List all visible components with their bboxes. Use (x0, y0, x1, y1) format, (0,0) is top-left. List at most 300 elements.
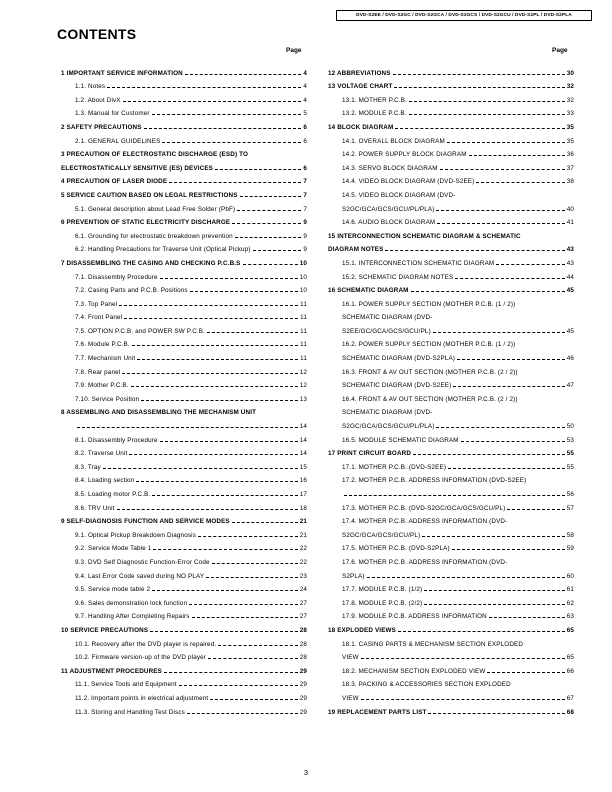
toc-entry-page: 10 (299, 259, 307, 267)
toc-entry[interactable] (328, 512, 574, 526)
toc-entry[interactable] (61, 253, 307, 267)
leader-dots (487, 672, 564, 673)
toc-entry-page: 10 (299, 287, 307, 295)
leader-dots (192, 617, 298, 618)
toc-entry-title: 13.2. MODULE P.C.B. (342, 110, 407, 118)
toc-entry[interactable] (61, 158, 307, 172)
toc-entry-page: 60 (566, 572, 574, 580)
toc-entry[interactable] (61, 471, 307, 485)
toc-entry[interactable] (328, 688, 574, 702)
toc-entry-page: 47 (566, 382, 574, 390)
toc-entry-page: 32 (566, 83, 574, 91)
toc-entry[interactable] (328, 281, 574, 295)
toc-entry[interactable] (328, 620, 574, 634)
toc-entry-title: S2EE/GC/GCA/GCS/GCU/PL) (342, 327, 431, 335)
toc-entry[interactable] (61, 294, 307, 308)
toc-entry-title: 7.1. Disassembly Procedure (75, 273, 158, 281)
toc-entry[interactable] (61, 580, 307, 594)
toc-entry[interactable] (61, 539, 307, 553)
toc-entry[interactable] (61, 552, 307, 566)
toc-entry[interactable] (61, 226, 307, 240)
toc-entry-page: 15 (299, 463, 307, 471)
toc-entry-page: 43 (566, 259, 574, 267)
toc-entry-title: VIEW (342, 654, 359, 662)
toc-entry[interactable] (61, 484, 307, 498)
toc-entry[interactable] (61, 185, 307, 199)
leader-dots (190, 291, 298, 292)
leader-dots (210, 699, 297, 700)
toc-entry[interactable] (61, 620, 307, 634)
toc-entry-page: 11 (300, 300, 307, 308)
toc-entry-page: 36 (566, 151, 574, 159)
toc-entry-title: SCHEMATIC DIAGRAM (DVD- (342, 409, 433, 417)
toc-entry[interactable] (328, 77, 574, 91)
toc-entry-title: 16.3. FRONT & AV OUT SECTION (MOTHER P.C.B. (2 / 2)) (342, 368, 518, 376)
leader-dots (124, 318, 298, 319)
toc-entry[interactable] (328, 185, 574, 199)
toc-entry-page: 18 (299, 504, 307, 512)
leader-dots (164, 672, 298, 673)
toc-entry[interactable] (61, 593, 307, 607)
toc-entry-page: 7 (303, 178, 307, 186)
toc-entry[interactable] (328, 308, 574, 322)
leader-dots (162, 142, 301, 143)
toc-entry-title: 14.2. POWER SUPPLY BLOCK DIAGRAM (342, 151, 467, 159)
toc-entry-page: 4 (303, 83, 307, 91)
toc-entry[interactable] (61, 702, 307, 716)
toc-entry[interactable] (328, 117, 574, 131)
toc-entry-page: 24 (299, 586, 307, 594)
leader-dots (243, 264, 298, 265)
toc-entry-title: 1.3. Manual for Customer (75, 110, 150, 118)
toc-entry[interactable] (328, 90, 574, 104)
toc-entry-page: 28 (299, 654, 307, 662)
toc-entry[interactable] (328, 484, 574, 498)
toc-entry-title: 7.3. Top Panel (75, 300, 118, 308)
toc-entry-page: 12 (299, 382, 307, 390)
toc-entry[interactable] (328, 63, 574, 77)
toc-entry[interactable] (328, 471, 574, 485)
toc-entry-title: 7.2. Casing Parts and P.C.B. Positions (75, 287, 188, 295)
toc-entry[interactable] (61, 348, 307, 362)
leader-dots (455, 278, 564, 279)
leader-dots (469, 155, 565, 156)
toc-entry-page: 41 (566, 219, 574, 227)
leader-dots (437, 223, 564, 224)
leader-dots (344, 495, 565, 496)
toc-entry-page: 35 (566, 137, 574, 145)
toc-entry-page: 4 (303, 96, 307, 104)
toc-entry[interactable] (328, 444, 574, 458)
toc-entry-title: 7.8. Rear panel (75, 368, 121, 376)
toc-entry-title: S2PLA) (342, 572, 365, 580)
leader-dots (129, 454, 297, 455)
toc-entry[interactable] (61, 131, 307, 145)
toc-entry[interactable] (61, 63, 307, 77)
toc-entry[interactable] (328, 389, 574, 403)
toc-entry-page: 22 (299, 545, 307, 553)
leader-dots (232, 223, 301, 224)
toc-entry[interactable] (61, 498, 307, 512)
toc-entry[interactable] (328, 172, 574, 186)
toc-entry[interactable] (61, 675, 307, 689)
toc-entry-title: 1 IMPORTANT SERVICE INFORMATION (61, 69, 183, 77)
toc-entry-page: 57 (566, 504, 574, 512)
toc-entry-title: 17.7. MODULE P.C.B. (1/2) (342, 586, 423, 594)
toc-entry[interactable] (328, 253, 574, 267)
toc-entry[interactable] (328, 226, 574, 240)
toc-entry[interactable] (61, 172, 307, 186)
leader-dots (150, 631, 298, 632)
toc-entry-page: 67 (566, 694, 574, 702)
toc-entry[interactable] (61, 389, 307, 403)
toc-entry[interactable] (61, 376, 307, 390)
toc-entry-title: 18.1. CASING PARTS & MECHANISM SECTION EXPLODED (342, 640, 524, 648)
toc-entry[interactable] (61, 240, 307, 254)
leader-dots (152, 495, 297, 496)
toc-entry-title: 17.2. MOTHER P.C.B. ADDRESS INFORMATION (DVD-S2EE) (342, 477, 527, 485)
toc-entry[interactable] (328, 145, 574, 159)
toc-entry-page: 10 (299, 273, 307, 281)
toc-entry[interactable] (328, 335, 574, 349)
toc-entry-page: 9 (303, 219, 307, 227)
leader-dots (153, 549, 297, 550)
toc-entry-title: 11.1. Service Tools and Equipment (75, 681, 177, 689)
toc-entry-title: 5.1. General description about Lead Free Solder (PbF) (75, 205, 236, 213)
toc-entry-title: 16.5. MODULE SCHEMATIC DIAGRAM (342, 436, 459, 444)
leader-dots (422, 536, 564, 537)
leader-dots (367, 577, 565, 578)
toc-entry-title: 7 DISASSEMBLING THE CASING AND CHECKING P.C.B.S (61, 259, 241, 267)
toc-entry-title: 16.2. POWER SUPPLY SECTION (MOTHER P.C.B. (1 / 2)) (342, 341, 516, 349)
toc-entry[interactable] (61, 634, 307, 648)
toc-entry-page: 29 (299, 667, 307, 675)
toc-entry-page: 16 (299, 477, 307, 485)
leader-dots (448, 468, 565, 469)
toc-entry[interactable] (61, 321, 307, 335)
leader-dots (117, 509, 298, 510)
toc-entry-page: 9 (303, 232, 307, 240)
toc-entry-page: 17 (299, 491, 307, 498)
toc-entry-title: 8.3. Tray (75, 463, 101, 471)
leader-dots (235, 237, 302, 238)
toc-entry[interactable] (328, 267, 574, 281)
toc-entry[interactable] (328, 498, 574, 512)
toc-entry-page: 35 (566, 123, 574, 131)
toc-entry-page: 55 (566, 450, 574, 458)
toc-entry-page: 14 (299, 436, 307, 444)
toc-entry[interactable] (61, 457, 307, 471)
toc-entry[interactable] (328, 593, 574, 607)
toc-entry-page: 46 (566, 355, 574, 363)
toc-entry[interactable] (328, 648, 574, 662)
model-header: DVD-S2EE / DVD-S2GC / DVD-S2GCA / DVD-S2GCS / DVD-S2GCU / DVD-S2PL / DVD-S2PLA (336, 10, 592, 21)
toc-entry[interactable] (61, 145, 307, 159)
leader-dots (496, 264, 564, 265)
toc-entry-title: 2 SAFETY PRECAUTIONS (61, 123, 142, 131)
toc-entry[interactable] (328, 199, 574, 213)
leader-dots (218, 645, 297, 646)
toc-entry[interactable] (328, 566, 574, 580)
toc-entry-page: 28 (299, 640, 307, 648)
toc-entry[interactable] (61, 335, 307, 349)
toc-entry-title: 4 PRECAUTION OF LASER DIODE (61, 178, 168, 186)
toc-entry[interactable] (328, 702, 574, 716)
toc-entry-page: 65 (566, 654, 574, 662)
toc-entry[interactable] (61, 90, 307, 104)
toc-entry-title: 9.3. DVD Self Diagnostic Function-Error Code (75, 558, 210, 566)
toc-entry-title: 17.8. MODULE P.C.B. (2/2) (342, 599, 423, 607)
leader-dots (440, 169, 565, 170)
leader-dots (393, 74, 565, 75)
toc-entry[interactable] (61, 403, 307, 417)
leader-dots (476, 182, 564, 183)
leader-dots (385, 250, 564, 251)
toc-entry-page: 62 (566, 599, 574, 607)
toc-entry-title: 7.4. Front Panel (75, 314, 123, 322)
toc-entry-title: 8.2. Traverse Unit (75, 450, 128, 458)
page-column-label-left: Page (286, 47, 302, 54)
toc-entry-title: 8.1. Disassembly Procedure (75, 436, 158, 444)
toc-entry-page: 55 (566, 463, 574, 471)
toc-entry[interactable] (61, 199, 307, 213)
leader-dots (424, 604, 564, 605)
leader-dots (253, 250, 302, 251)
toc-entry[interactable] (328, 240, 574, 254)
leader-dots (131, 386, 298, 387)
toc-entry-title: 17.4. MOTHER P.C.B. ADDRESS INFORMATION (DVD- (342, 518, 508, 526)
toc-entry[interactable] (328, 321, 574, 335)
toc-entry[interactable] (61, 688, 307, 702)
toc-entry[interactable] (328, 552, 574, 566)
toc-entry-title: 9.5. Service mode table 2 (75, 586, 151, 594)
leader-dots (428, 713, 564, 714)
toc-entry-title: 6.2. Handling Precautions for Traverse Unit (Optical Pickup) (75, 246, 251, 254)
toc-entry-page: 11 (300, 327, 307, 335)
leader-dots (103, 468, 298, 469)
toc-entry[interactable] (328, 376, 574, 390)
toc-entry-title: 9.6. Sales demonstration lock function (75, 599, 188, 607)
leader-dots (394, 87, 564, 88)
leader-dots (411, 291, 565, 292)
toc-entry-title: 7.9. Mother P.C.B. (75, 382, 129, 390)
toc-entry[interactable] (328, 661, 574, 675)
toc-entry-title: 9.1. Optical Pickup Breakdown Diagnosis (75, 531, 197, 539)
toc-entry-title: 7.6. Module P.C.B. (75, 341, 130, 349)
toc-entry-page: 33 (566, 110, 574, 118)
toc-entry[interactable] (61, 77, 307, 91)
toc-entry[interactable] (61, 416, 307, 430)
toc-entry-title: 5 SERVICE CAUTION BASED ON LEGAL RESTRICTIONS (61, 191, 238, 199)
toc-entry-page: 50 (566, 423, 574, 431)
toc-entry-title: 18 EXPLODED VIEWS (328, 626, 396, 634)
toc-entry[interactable] (61, 281, 307, 295)
toc-entry[interactable] (61, 661, 307, 675)
toc-entry[interactable] (328, 634, 574, 648)
toc-entry-page: 6 (303, 123, 307, 131)
leader-dots (185, 74, 301, 75)
toc-entry[interactable] (61, 566, 307, 580)
toc-entry-title: 1.1. Notes (75, 83, 106, 91)
toc-entry[interactable] (328, 525, 574, 539)
toc-entry[interactable] (61, 117, 307, 131)
toc-entry-page: 11 (300, 341, 307, 349)
toc-entry-title: SCHEMATIC DIAGRAM (DVD-S2PLA) (342, 355, 456, 363)
toc-entry-title: 19 REPLACEMENT PARTS LIST (328, 708, 427, 716)
toc-entry[interactable] (61, 104, 307, 118)
toc-entry-title: 16.1. POWER SUPPLY SECTION (MOTHER P.C.B. (1 / 2)) (342, 300, 516, 308)
toc-entry-title: 17.1. MOTHER P.C.B. (DVD-S2EE) (342, 463, 447, 471)
toc-entry-title: 18.2. MECHANISM SECTION EXPLODED VIEW (342, 667, 486, 675)
toc-entry[interactable] (328, 348, 574, 362)
toc-entry-title: 16.4. FRONT & AV OUT SECTION (MOTHER P.C.B. (2 / 2)) (342, 395, 518, 403)
toc-entry-page: 58 (566, 531, 574, 539)
toc-entry-title: 3 PRECAUTION OF ELECTROSTATIC DISCHARGE (ESD) TO (61, 151, 249, 159)
leader-dots (453, 386, 564, 387)
toc-entry-title: 17.9. MODULE P.C.B. ADDRESS INFORMATION (342, 613, 487, 621)
toc-entry[interactable] (61, 308, 307, 322)
toc-entry-title: 6 PREVENTION OF STATIC ELECTRICITY DISCHARGE (61, 219, 231, 227)
leader-dots (152, 590, 298, 591)
toc-entry-page: 7 (303, 205, 307, 213)
toc-entry-page: 65 (566, 626, 574, 634)
page-title: CONTENTS (57, 26, 137, 42)
toc-entry-page: 59 (566, 545, 574, 553)
leader-dots (232, 522, 298, 523)
toc-entry[interactable] (328, 607, 574, 621)
toc-entry-page: 45 (566, 327, 574, 335)
leader-dots (169, 182, 301, 183)
toc-entry[interactable] (328, 539, 574, 553)
leader-dots (160, 278, 298, 279)
toc-entry[interactable] (61, 444, 307, 458)
toc-entry-page: 37 (566, 164, 574, 172)
toc-entry-title: 8.6. TRV Unit (75, 504, 115, 512)
toc-entry[interactable] (61, 648, 307, 662)
toc-entry-title: 11 ADJUSTMENT PROCEDURES (61, 667, 162, 675)
leader-dots (123, 101, 302, 102)
toc-entry-page: 11 (300, 355, 307, 363)
toc-entry-page: 27 (299, 599, 307, 607)
leader-dots (208, 658, 298, 659)
toc-entry[interactable] (328, 457, 574, 471)
toc-entry-title: SCHEMATIC DIAGRAM (DVD-S2EE) (342, 382, 452, 390)
toc-entry[interactable] (61, 512, 307, 526)
toc-entry-page: 21 (299, 518, 307, 526)
toc-entry[interactable] (328, 131, 574, 145)
toc-entry[interactable] (328, 104, 574, 118)
toc-entry-title: 14.1. OVERALL BLOCK DIAGRAM (342, 137, 445, 145)
toc-entry-title: DIAGRAM NOTES (328, 246, 384, 254)
leader-dots (433, 332, 565, 333)
toc-entry-title: 18.3. PACKING & ACCESSORIES SECTION EXPLODED (342, 681, 511, 689)
leader-dots (215, 169, 301, 170)
toc-entry-page: 61 (566, 586, 574, 594)
toc-entry-title: VIEW (342, 694, 359, 702)
toc-entry[interactable] (328, 675, 574, 689)
leader-dots (413, 454, 565, 455)
toc-entry[interactable] (328, 158, 574, 172)
toc-entry-title: 8 ASSEMBLING AND DISASSEMBLING THE MECHANISM UNIT (61, 409, 257, 417)
toc-entry-page: 53 (566, 436, 574, 444)
toc-entry-title: 7.10. Service Position (75, 395, 140, 403)
toc-entry-title: 14.5. VIDEO BLOCK DIAGRAM (DVD- (342, 191, 456, 199)
toc-entry-page: 30 (566, 69, 574, 77)
leader-dots (137, 359, 298, 360)
toc-entry-title: S2GC/GCA/GCS/GCU/PL) (342, 531, 421, 539)
leader-dots (395, 128, 564, 129)
toc-entry-page: 63 (566, 613, 574, 621)
leader-dots (206, 577, 297, 578)
toc-entry[interactable] (328, 294, 574, 308)
toc-entry-title: 15.1. INTERCONNECTION SCHEMATIC DIAGRAM (342, 259, 495, 267)
toc-entry[interactable] (61, 607, 307, 621)
toc-entry[interactable] (61, 362, 307, 376)
toc-entry[interactable] (61, 213, 307, 227)
toc-entry-title: 10 SERVICE PRECAUTIONS (61, 626, 149, 634)
leader-dots (77, 427, 298, 428)
toc-entry[interactable] (328, 580, 574, 594)
toc-entry-page: 7 (303, 191, 307, 199)
leader-dots (207, 332, 298, 333)
toc-entry-page: 66 (566, 667, 574, 675)
page-column-label-right: Page (552, 47, 568, 54)
toc-entry-title: SCHEMATIC DIAGRAM (DVD- (342, 314, 433, 322)
toc-entry[interactable] (61, 430, 307, 444)
leader-dots (198, 536, 298, 537)
toc-entry[interactable] (328, 213, 574, 227)
leader-dots (409, 114, 565, 115)
toc-entry[interactable] (61, 267, 307, 281)
leader-dots (240, 196, 302, 197)
leader-dots (457, 359, 565, 360)
toc-entry-title: 8.4. Loading section (75, 477, 135, 485)
toc-entry[interactable] (328, 416, 574, 430)
toc-entry[interactable] (328, 430, 574, 444)
leader-dots (179, 685, 298, 686)
toc-entry-title: 14.3. SERVO BLOCK DIAGRAM (342, 164, 438, 172)
leader-dots (361, 699, 565, 700)
toc-entry[interactable] (328, 362, 574, 376)
toc-entry[interactable] (61, 525, 307, 539)
toc-entry-page: 13 (299, 395, 307, 403)
leader-dots (212, 563, 298, 564)
toc-entry-title: 17.5. MOTHER P.C.B. (DVD-S2PLA) (342, 545, 450, 553)
leader-dots (132, 345, 298, 346)
toc-entry-title: 14.6. AUDIO BLOCK DIAGRAM (342, 219, 436, 227)
toc-entry-title: 9.2. Service Mode Table 1 (75, 545, 152, 553)
toc-entry-page: 43 (566, 246, 574, 254)
toc-entry-page: 4 (303, 69, 307, 77)
toc-entry-title: 17 PRINT CIRCUIT BOARD (328, 450, 412, 458)
toc-entry-title: 15.2. SCHEMATIC DIAGRAM NOTES (342, 273, 454, 281)
leader-dots (447, 142, 565, 143)
toc-entry-page: 40 (566, 205, 574, 213)
leader-dots (489, 617, 565, 618)
toc-entry-title: 17.6. MOTHER P.C.B. ADDRESS INFORMATION (DVD- (342, 558, 508, 566)
toc-entry-title: 14 BLOCK DIAGRAM (328, 123, 394, 131)
toc-entry-title: 10.1. Recovery after the DVD player is repaired. (75, 640, 217, 648)
leader-dots (452, 549, 565, 550)
toc-right-column (328, 63, 574, 716)
toc-entry-title: 16 SCHEMATIC DIAGRAM (328, 287, 409, 295)
toc-entry-page: 44 (566, 273, 574, 281)
toc-entry-title: 9.7. Handling After Completing Repairs (75, 613, 190, 621)
toc-entry[interactable] (328, 403, 574, 417)
toc-entry-page: 56 (566, 491, 574, 498)
toc-entry-title: 7.5. OPTION P.C.B. and POWER SW P.C.B. (75, 327, 206, 335)
toc-entry-page: 12 (299, 368, 307, 376)
